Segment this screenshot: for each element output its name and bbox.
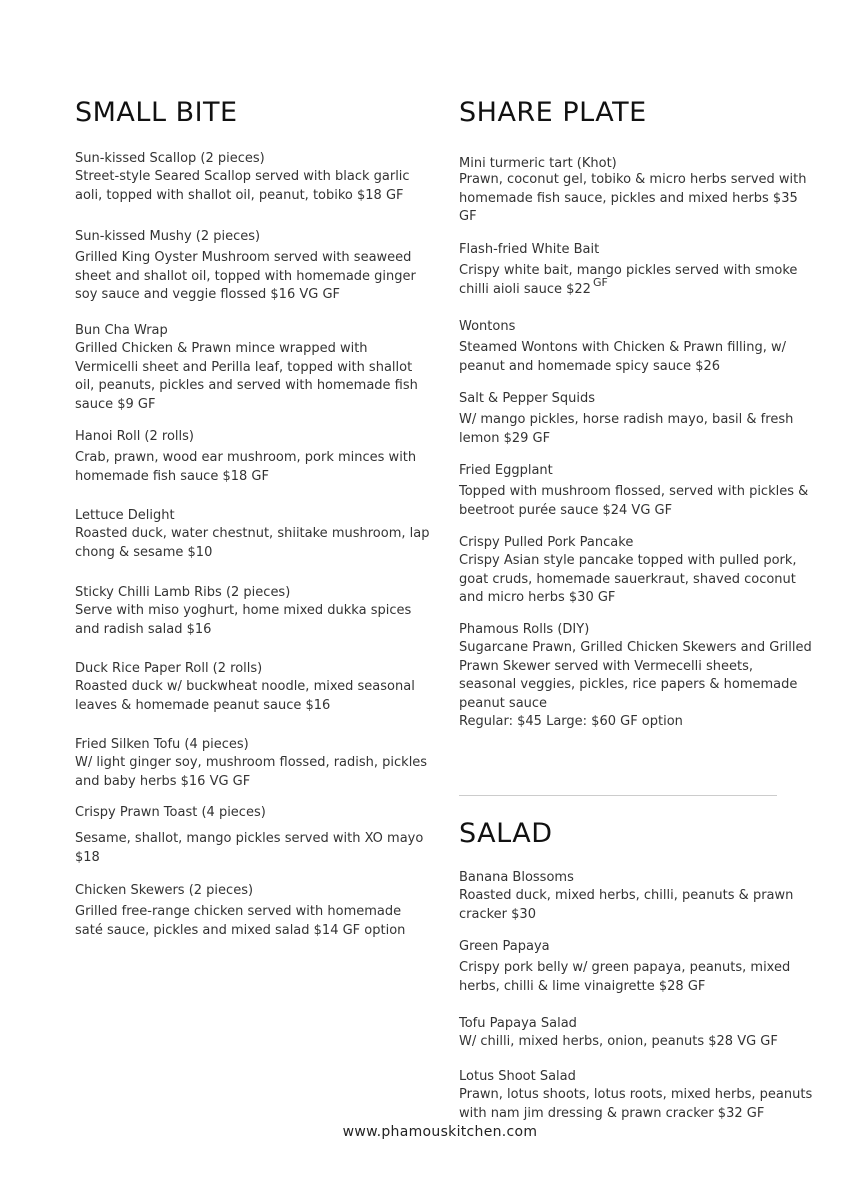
item-name: Flash-fried White Bait xyxy=(459,242,600,257)
item-name: Tofu Papaya Salad xyxy=(459,1016,577,1031)
menu-item xyxy=(459,1068,814,1123)
item-name: Green Papaya xyxy=(459,939,550,954)
item-name: Wontons xyxy=(459,319,516,334)
item-description: Topped with mushroom flossed, served with pickles & beetroot purée sauce $24 VG GF xyxy=(459,484,809,518)
menu-item xyxy=(459,318,814,376)
item-description xyxy=(459,262,814,299)
menu-item xyxy=(459,1015,814,1052)
menu-item xyxy=(75,228,430,305)
item-price-options: Regular: $45 Large: $60 GF option xyxy=(459,714,683,729)
menu-item xyxy=(75,507,430,562)
item-name: Sun-kissed Scallop (2 pieces) xyxy=(75,151,265,166)
item-description: Steamed Wontons with Chicken & Prawn filling, w/ peanut and homemade spicy sauce $26 xyxy=(459,340,787,374)
item-name: Mini turmeric tart (Khot) xyxy=(459,156,617,171)
item-name: Salt & Pepper Squids xyxy=(459,391,596,406)
item-description: W/ mango pickles, horse radish mayo, basil & fresh lemon $29 GF xyxy=(459,412,794,446)
menu-item xyxy=(459,462,814,520)
menu-item xyxy=(459,938,814,996)
item-description-text: Crispy white bait, mango pickles served with smoke chilli aioli sauce $22 xyxy=(459,263,798,297)
menu-item xyxy=(459,241,814,299)
item-name: Chicken Skewers (2 pieces) xyxy=(75,883,254,898)
item-name: Lettuce Delight xyxy=(75,508,175,523)
item-description: Grilled Chicken & Prawn mince wrapped with Vermicelli sheet and Perilla leaf, topped with shallot oil, peanuts, pickles and served with homemade fish sauce $9 GF xyxy=(75,341,418,412)
item-description: Grilled free-range chicken served with homemade saté sauce, pickles and mixed salad $14 GF option xyxy=(75,904,406,938)
item-description: Sesame, shallot, mango pickles served with XO mayo $18 xyxy=(75,831,424,865)
menu-item xyxy=(75,150,430,205)
menu-item xyxy=(75,804,430,867)
item-description: W/ chilli, mixed herbs, onion, peanuts $28 VG GF xyxy=(459,1034,778,1049)
website-footer: www.phamouskitchen.com xyxy=(342,1124,538,1140)
item-name: Phamous Rolls (DIY) xyxy=(459,622,590,637)
menu-item xyxy=(75,660,430,715)
menu-item xyxy=(459,534,814,608)
item-name: Banana Blossoms xyxy=(459,870,574,885)
item-description: Roasted duck w/ buckwheat noodle, mixed seasonal leaves & homemade peanut sauce $16 xyxy=(75,679,415,713)
menu-item xyxy=(459,869,814,924)
item-description: W/ light ginger soy, mushroom flossed, radish, pickles and baby herbs $16 VG GF xyxy=(75,755,428,789)
menu-item xyxy=(75,882,430,940)
salad-heading: SALAD xyxy=(459,818,553,849)
item-description: Prawn, lotus shoots, lotus roots, mixed herbs, peanuts with nam jim dressing & prawn cracker $32 GF xyxy=(459,1087,813,1121)
item-description: Street-style Seared Scallop served with black garlic aoli, topped with shallot oil, peanut, tobiko $18 GF xyxy=(75,169,410,203)
item-name: Hanoi Roll (2 rolls) xyxy=(75,429,194,444)
menu-item xyxy=(459,155,814,227)
item-description: Crispy pork belly w/ green papaya, peanuts, mixed herbs, chilli & lime vinaigrette $28 GF xyxy=(459,960,791,994)
menu-item xyxy=(459,390,814,448)
item-description: Roasted duck, mixed herbs, chilli, peanuts & prawn cracker $30 xyxy=(459,888,794,922)
item-name: Fried Silken Tofu (4 pieces) xyxy=(75,737,249,752)
item-description: Crispy Asian style pancake topped with pulled pork, goat cruds, homemade sauerkraut, shaved coconut and micro herbs $30 GF xyxy=(459,553,797,605)
item-name: Sticky Chilli Lamb Ribs (2 pieces) xyxy=(75,585,291,600)
item-description: Serve with miso yoghurt, home mixed dukka spices and radish salad $16 xyxy=(75,603,412,637)
menu-item xyxy=(75,584,430,639)
item-name: Fried Eggplant xyxy=(459,463,553,478)
dietary-tag: GF xyxy=(592,275,608,289)
menu-item xyxy=(459,621,814,732)
item-description: Roasted duck, water chestnut, shiitake mushroom, lap chong & sesame $10 xyxy=(75,526,430,560)
menu-item xyxy=(75,322,430,414)
item-name: Bun Cha Wrap xyxy=(75,323,168,338)
item-description: Sugarcane Prawn, Grilled Chicken Skewers and Grilled Prawn Skewer served with Vermecelli sheets, seasonal veggies, pickles, rice papers & homemade peanut sauce xyxy=(459,640,812,711)
item-name: Crispy Prawn Toast (4 pieces) xyxy=(75,805,266,820)
item-description: Grilled King Oyster Mushroom served with seaweed sheet and shallot oil, topped with homemade ginger soy sauce and veggie flossed $16 VG GF xyxy=(75,250,416,302)
item-name: Duck Rice Paper Roll (2 rolls) xyxy=(75,661,263,676)
item-name: Lotus Shoot Salad xyxy=(459,1069,576,1084)
small-bite-heading: SMALL BITE xyxy=(75,97,238,128)
item-name: Sun-kissed Mushy (2 pieces) xyxy=(75,229,261,244)
share-plate-heading: SHARE PLATE xyxy=(459,97,647,128)
section-divider xyxy=(459,795,777,796)
item-description: Crab, prawn, wood ear mushroom, pork minces with homemade fish sauce $18 GF xyxy=(75,450,417,484)
menu-item xyxy=(75,736,430,791)
item-description: Prawn, coconut gel, tobiko & micro herbs served with homemade fish sauce, pickles and mixed herbs $35 GF xyxy=(459,172,807,224)
menu-item xyxy=(75,428,430,486)
item-name: Crispy Pulled Pork Pancake xyxy=(459,535,634,550)
